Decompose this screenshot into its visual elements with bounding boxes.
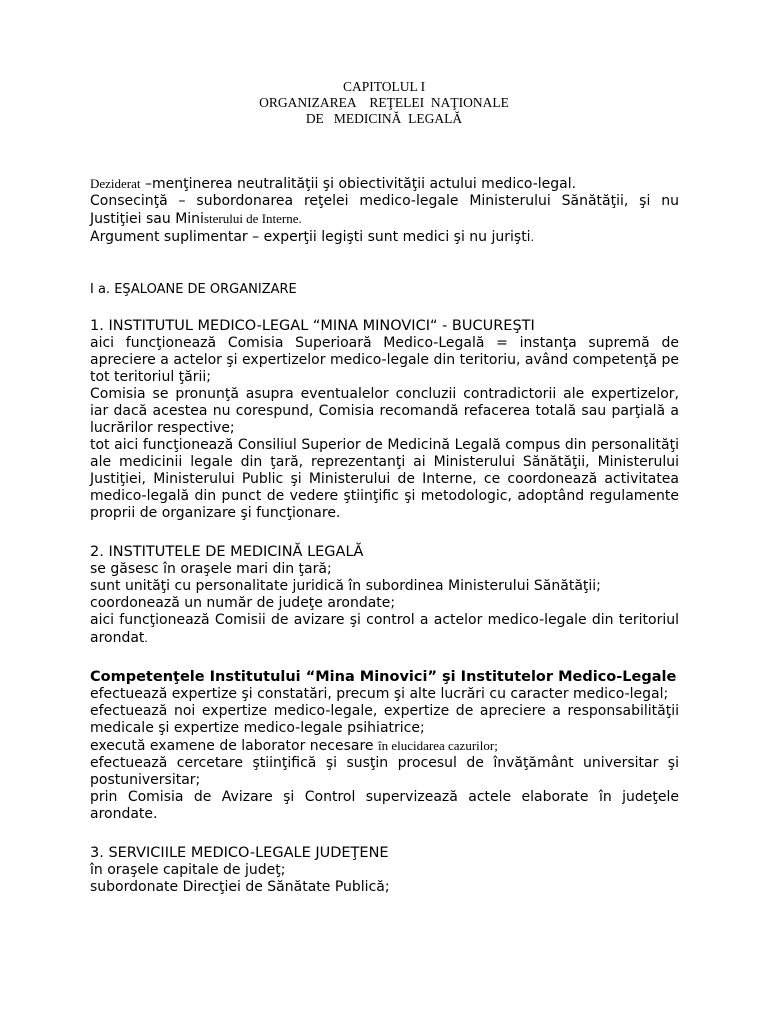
section-2-paragraph-4 bbox=[90, 612, 679, 647]
competente-paragraph-3-text: execută examene de laborator necesare bbox=[90, 738, 378, 754]
chapter-title-line-1: ORGANIZAREA REŢELEI NAŢIONALE bbox=[259, 95, 509, 110]
section-2-title: 2. INSTITUTELE DE MEDICINĂ LEGALĂ bbox=[90, 544, 364, 560]
consecinta-tail: sterului de Interne. bbox=[203, 211, 302, 226]
competente-paragraph-5: prin Comisia de Avizare şi Control supervizează actele elaborate în judeţele arondate. bbox=[90, 789, 679, 822]
section-1-paragraph-1: aici funcţionează Comisia Superioară Medico-Legală = instanţa supremă de apreciere a actelor şi expertizelor medico-legale din teritoriu, având competenţă pe tot teritoriul ţării; bbox=[90, 335, 679, 385]
section-a-title: I a. EŞALOANE DE ORGANIZARE bbox=[90, 282, 297, 297]
deziderat-label: Deziderat bbox=[90, 176, 141, 191]
section-2-paragraph-4-tail: . bbox=[144, 630, 148, 645]
chapter-title-line-2: DE MEDICINĂ LEGALĂ bbox=[305, 111, 463, 126]
argument-tail: . bbox=[530, 229, 534, 244]
competente-paragraph-1: efectuează expertize şi constatări, precum şi alte lucrări cu caracter medico-legal; bbox=[90, 686, 669, 702]
section-3-paragraph-1: în oraşele capitale de judeţ; bbox=[90, 862, 286, 878]
chapter-heading bbox=[0, 79, 768, 127]
section-1-paragraph-3: tot aici funcţionează Consiliul Superior de Medicină Legală compus din personalităţi ale medicinii legale din ţară, reprezentanţi ai Ministerului Sănătăţii, Ministerului Justiţiei, Ministerului Public şi Ministerului de Interne, ce coordonează activitatea medico-legală din punct de vedere ştiinţific şi metodologic, adoptând regulamente proprii de organizare şi funcţionare. bbox=[90, 437, 679, 521]
section-1-paragraph-2: Comisia se pronunţă asupra eventualelor concluzii contradictorii ale expertizelor, iar dacă acestea nu corespund, Comisia recomandă refacerea totală sau parţială a lucrărilor respective; bbox=[90, 386, 679, 436]
section-2-paragraph-3: coordonează un număr de judeţe arondate; bbox=[90, 595, 396, 611]
competente-paragraph-2: efectuează noi expertize medico-legale, expertize de apreciere a responsabilităţii medicale şi expertize medico-legale psihiatrice; bbox=[90, 703, 679, 736]
section-2-paragraph-4-text: aici funcţionează Comisii de avizare şi control a actelor medico-legale din teritoriul arondat bbox=[90, 612, 679, 646]
document-body bbox=[90, 175, 679, 896]
deziderat-text: –menţinerea neutralităţii şi obiectivităţii actului medico-legal. bbox=[140, 176, 577, 192]
argument-paragraph bbox=[90, 228, 679, 246]
consecinta-paragraph bbox=[90, 193, 679, 228]
section-2-paragraph-1: se găsesc în oraşele mari din ţară; bbox=[90, 561, 332, 577]
competente-paragraph-3-tail: în elucidarea cazurilor; bbox=[378, 738, 498, 753]
chapter-number: CAPITOLUL I bbox=[342, 79, 426, 94]
section-1-title: 1. INSTITUTUL MEDICO-LEGAL “MINA MINOVICI“ - BUCUREŞTI bbox=[90, 318, 535, 334]
competente-title: Competenţele Institutului “Mina Minovici” şi Institutelor Medico-Legale bbox=[90, 669, 677, 685]
argument-text: Argument suplimentar – experţii legişti sunt medici şi nu jurişti bbox=[90, 229, 531, 245]
section-2-paragraph-2: sunt unităţi cu personalitate juridică în subordinea Ministerului Sănătăţii; bbox=[90, 578, 601, 594]
consecinta-text: Consecinţă – subordonarea reţelei medico-legale Ministerului Sănătăţii, şi nu Justiţiei sau Mini bbox=[90, 193, 679, 227]
competente-paragraph-3 bbox=[90, 737, 679, 755]
deziderat-paragraph bbox=[90, 175, 679, 193]
section-3-title: 3. SERVICIILE MEDICO-LEGALE JUDEŢENE bbox=[90, 845, 389, 861]
competente-paragraph-4: efectuează cercetare ştiinţifică şi susţin procesul de învăţământ universitar şi postuniversitar; bbox=[90, 755, 679, 788]
section-3-paragraph-2: subordonate Direcţiei de Sănătate Publică; bbox=[90, 879, 390, 895]
